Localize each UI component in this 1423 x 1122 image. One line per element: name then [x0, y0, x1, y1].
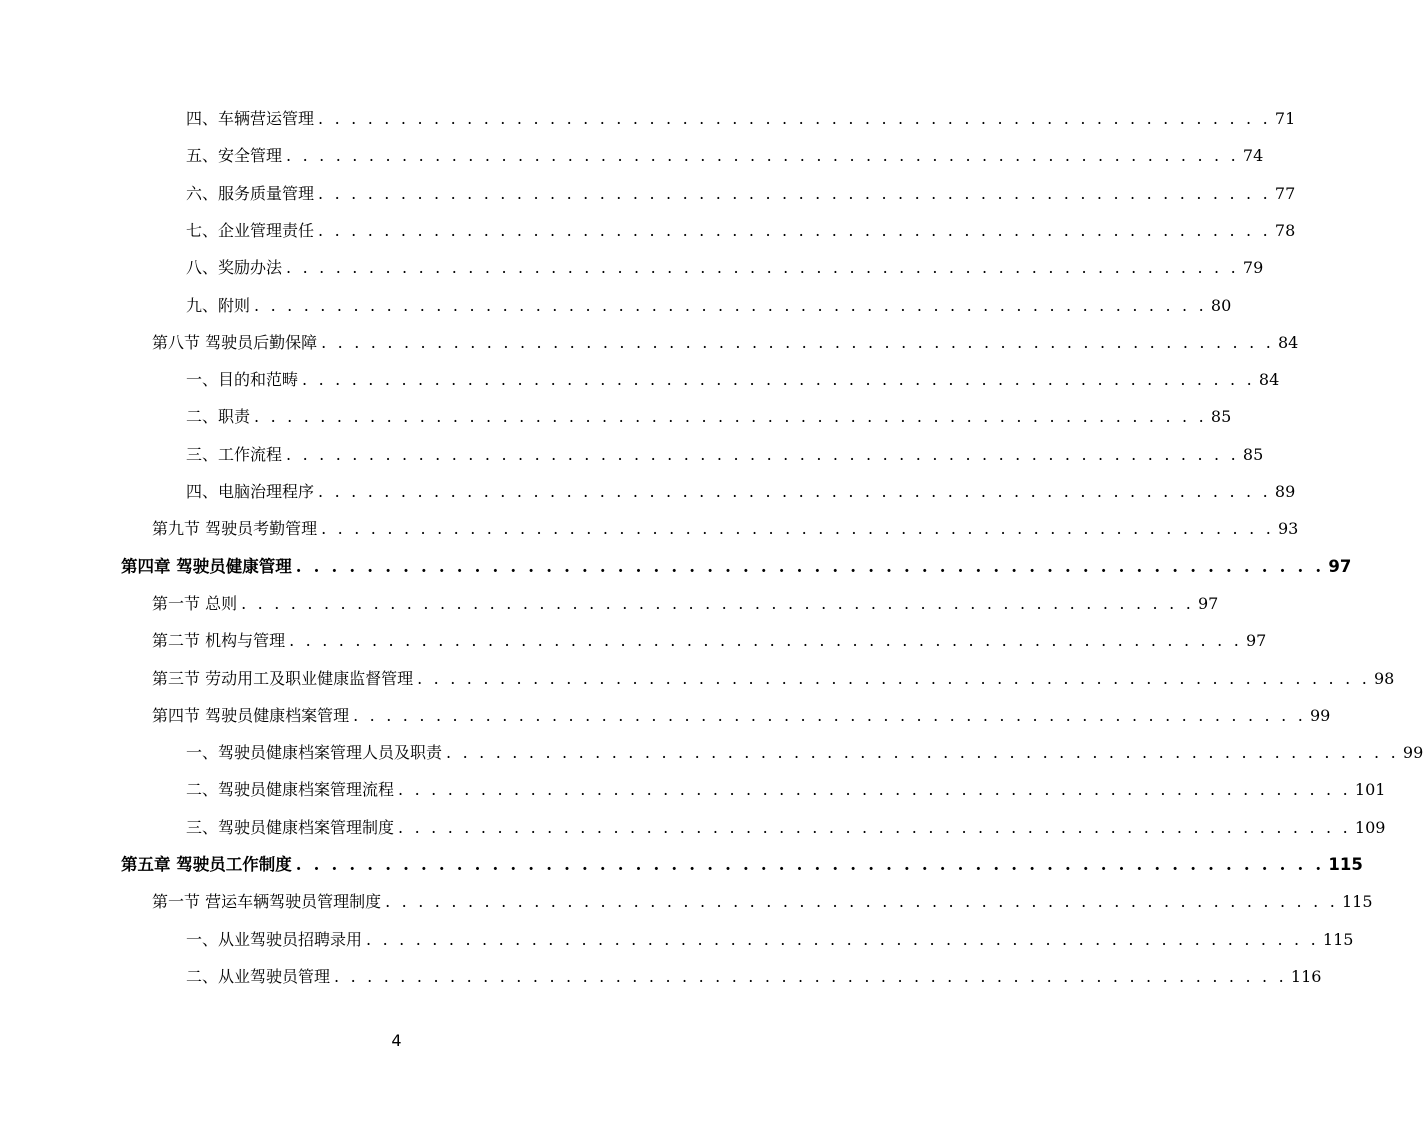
- toc-entry-page: 99: [1309, 705, 1331, 725]
- toc-dot-leader: . . . . . . . . . . . . . . . . . . . . . . . . . . . . . . . . . . . . . . . . . . . . . . . . . . . . . . . . . .: [295, 855, 1325, 874]
- toc-dot-leader: . . . . . . . . . . . . . . . . . . . . . . . . . . . . . . . . . . . . . . . . . . . . . . . . . . . . . . . . . .: [366, 929, 1319, 949]
- toc-dot-leader: . . . . . . . . . . . . . . . . . . . . . . . . . . . . . . . . . . . . . . . . . . . . . . . . . . . . . . . . . .: [254, 407, 1207, 427]
- toc-entry-label: 第一节 总则: [152, 593, 238, 613]
- toc-dot-leader: . . . . . . . . . . . . . . . . . . . . . . . . . . . . . . . . . . . . . . . . . . . . . . . . . . . . . . . . . .: [286, 146, 1239, 166]
- toc-entry-item: [186, 213, 1296, 241]
- toc-entry-page: 80: [1210, 295, 1232, 315]
- toc-dot-leader: . . . . . . . . . . . . . . . . . . . . . . . . . . . . . . . . . . . . . . . . . . . . . . . . . . . . . . . . . .: [318, 482, 1271, 501]
- toc-entry-page: 97: [1197, 593, 1219, 613]
- toc-entry-section: [152, 623, 1267, 651]
- toc-entry-page: 115: [1322, 929, 1354, 949]
- toc-entry-page: 101: [1354, 780, 1386, 800]
- toc-entry-label: 二、职责: [186, 407, 251, 427]
- toc-entry-label: 二、从业驾驶员管理: [186, 966, 331, 986]
- toc-dot-leader: . . . . . . . . . . . . . . . . . . . . . . . . . . . . . . . . . . . . . . . . . . . . . . . . . . . . . . . . . .: [321, 332, 1274, 352]
- toc-dot-leader: . . . . . . . . . . . . . . . . . . . . . . . . . . . . . . . . . . . . . . . . . . . . . . . . . . . . . . . . . .: [385, 892, 1338, 912]
- toc-entry-label: 四、车辆营运管理: [186, 109, 315, 128]
- toc-entry-label: 第九节 驾驶员考勤管理: [152, 519, 318, 539]
- toc-dot-leader: . . . . . . . . . . . . . . . . . . . . . . . . . . . . . . . . . . . . . . . . . . . . . . . . . . . . . . . . . .: [446, 743, 1399, 763]
- toc-entry-page: 84: [1258, 370, 1280, 390]
- toc-entry-label: 八、奖励办法: [186, 258, 283, 278]
- toc-entry-page: 77: [1274, 183, 1296, 203]
- toc-entry-label: 第四章 驾驶员健康管理: [121, 556, 292, 576]
- toc-entry-item: [186, 735, 1423, 763]
- toc-entry-page: 74: [1242, 146, 1264, 166]
- toc-dot-leader: . . . . . . . . . . . . . . . . . . . . . . . . . . . . . . . . . . . . . . . . . . . . . . . . . . . . . . . . . .: [318, 220, 1271, 240]
- toc-entry-item: [186, 810, 1386, 838]
- toc-entry-item: [186, 288, 1232, 316]
- toc-dot-leader: . . . . . . . . . . . . . . . . . . . . . . . . . . . . . . . . . . . . . . . . . . . . . . . . . . . . . . . . . .: [241, 593, 1194, 613]
- toc-entry-section: [152, 661, 1395, 689]
- toc-entry-page: 116: [1290, 966, 1322, 986]
- toc-dot-leader: . . . . . . . . . . . . . . . . . . . . . . . . . . . . . . . . . . . . . . . . . . . . . . . . . . . . . . . . . .: [286, 444, 1239, 464]
- toc-entry-page: 89: [1274, 482, 1296, 501]
- toc-entry-label: 第五章 驾驶员工作制度: [121, 855, 292, 874]
- toc-entry-label: 六、服务质量管理: [186, 183, 315, 203]
- toc-dot-leader: . . . . . . . . . . . . . . . . . . . . . . . . . . . . . . . . . . . . . . . . . . . . . . . . . . . . . . . . . .: [295, 556, 1325, 576]
- toc-dot-leader: . . . . . . . . . . . . . . . . . . . . . . . . . . . . . . . . . . . . . . . . . . . . . . . . . . . . . . . . . .: [318, 183, 1271, 203]
- toc-entry-item: [186, 922, 1354, 950]
- toc-dot-leader: . . . . . . . . . . . . . . . . . . . . . . . . . . . . . . . . . . . . . . . . . . . . . . . . . . . . . . . . . .: [254, 295, 1207, 315]
- toc-entry-page: 85: [1242, 444, 1264, 464]
- toc-entry-section: [152, 325, 1299, 353]
- toc-dot-leader: . . . . . . . . . . . . . . . . . . . . . . . . . . . . . . . . . . . . . . . . . . . . . . . . . . . . . . . . . .: [398, 780, 1351, 800]
- toc-dot-leader: . . . . . . . . . . . . . . . . . . . . . . . . . . . . . . . . . . . . . . . . . . . . . . . . . . . . . . . . . .: [398, 817, 1351, 837]
- toc-entry-page: 97: [1245, 631, 1267, 651]
- toc-dot-leader: . . . . . . . . . . . . . . . . . . . . . . . . . . . . . . . . . . . . . . . . . . . . . . . . . . . . . . . . . .: [321, 519, 1274, 539]
- toc-entry-page: 78: [1274, 220, 1296, 240]
- toc-entry-label: 第二节 机构与管理: [152, 631, 286, 651]
- toc-dot-leader: . . . . . . . . . . . . . . . . . . . . . . . . . . . . . . . . . . . . . . . . . . . . . . . . . . . . . . . . . .: [417, 668, 1370, 688]
- toc-entry-page: 84: [1277, 332, 1299, 352]
- toc-entry-chapter: [121, 549, 1352, 577]
- toc-entry-label: 九、附则: [186, 295, 251, 315]
- toc-entry-page: 109: [1354, 817, 1386, 837]
- toc-entry-page: 98: [1373, 668, 1395, 688]
- toc-entry-label: 七、企业管理责任: [186, 220, 315, 240]
- toc-dot-leader: . . . . . . . . . . . . . . . . . . . . . . . . . . . . . . . . . . . . . . . . . . . . . . . . . . . . . . . . . .: [286, 258, 1239, 278]
- toc-entry-label: 第一节 营运车辆驾驶员管理制度: [152, 892, 382, 912]
- toc-entry-label: 三、驾驶员健康档案管理制度: [186, 817, 395, 837]
- toc-entry-item: [186, 362, 1280, 390]
- toc-entry-section: [152, 586, 1219, 614]
- toc-entry-page: 115: [1328, 855, 1363, 874]
- toc-entry-section: [152, 698, 1331, 726]
- toc-dot-leader: . . . . . . . . . . . . . . . . . . . . . . . . . . . . . . . . . . . . . . . . . . . . . . . . . . . . . . . . . .: [302, 370, 1255, 390]
- toc-entry-item: [186, 176, 1296, 204]
- toc-entry-item: [186, 101, 1296, 129]
- toc-entry-label: 五、安全管理: [186, 146, 283, 166]
- toc-entry-label: 第三节 劳动用工及职业健康监督管理: [152, 668, 414, 688]
- toc-entry-item: [186, 437, 1264, 465]
- toc-entry-item: [186, 250, 1264, 278]
- toc-dot-leader: . . . . . . . . . . . . . . . . . . . . . . . . . . . . . . . . . . . . . . . . . . . . . . . . . . . . . . . . . .: [334, 966, 1287, 986]
- toc-entry-label: 一、从业驾驶员招聘录用: [186, 929, 363, 949]
- toc-entry-item: [186, 138, 1264, 166]
- toc-entry-label: 第八节 驾驶员后勤保障: [152, 332, 318, 352]
- toc-entry-section: [152, 511, 1299, 539]
- toc-entry-page: 99: [1402, 743, 1423, 763]
- page-number: 4: [391, 1031, 402, 1050]
- toc-entry-item: [186, 772, 1386, 800]
- toc-entry-label: 二、驾驶员健康档案管理流程: [186, 780, 395, 800]
- toc-entry-label: 一、目的和范畴: [186, 370, 299, 390]
- toc-entry-label: 第四节 驾驶员健康档案管理: [152, 705, 350, 725]
- toc-entry-page: 93: [1277, 519, 1299, 539]
- toc-entry-label: 三、工作流程: [186, 444, 283, 464]
- toc-dot-leader: . . . . . . . . . . . . . . . . . . . . . . . . . . . . . . . . . . . . . . . . . . . . . . . . . . . . . . . . . .: [289, 631, 1242, 651]
- toc-entry-label: 一、驾驶员健康档案管理人员及职责: [186, 743, 443, 763]
- toc-entry-page: 85: [1210, 407, 1232, 427]
- toc-entry-item: [186, 959, 1322, 987]
- toc-entry-page: 97: [1328, 556, 1352, 576]
- toc-entry-item: [186, 474, 1296, 502]
- toc-dot-leader: . . . . . . . . . . . . . . . . . . . . . . . . . . . . . . . . . . . . . . . . . . . . . . . . . . . . . . . . . .: [318, 109, 1271, 128]
- toc-entry-section: [152, 884, 1373, 912]
- toc-dot-leader: . . . . . . . . . . . . . . . . . . . . . . . . . . . . . . . . . . . . . . . . . . . . . . . . . . . . . . . . . .: [353, 705, 1306, 725]
- toc-entry-page: 71: [1274, 109, 1296, 128]
- toc-entry-label: 四、电脑治理程序: [186, 482, 315, 501]
- toc-entry-page: 79: [1242, 258, 1264, 278]
- toc-entry-chapter: [121, 847, 1363, 875]
- toc-entry-item: [186, 399, 1232, 427]
- toc-entry-page: 115: [1341, 892, 1373, 912]
